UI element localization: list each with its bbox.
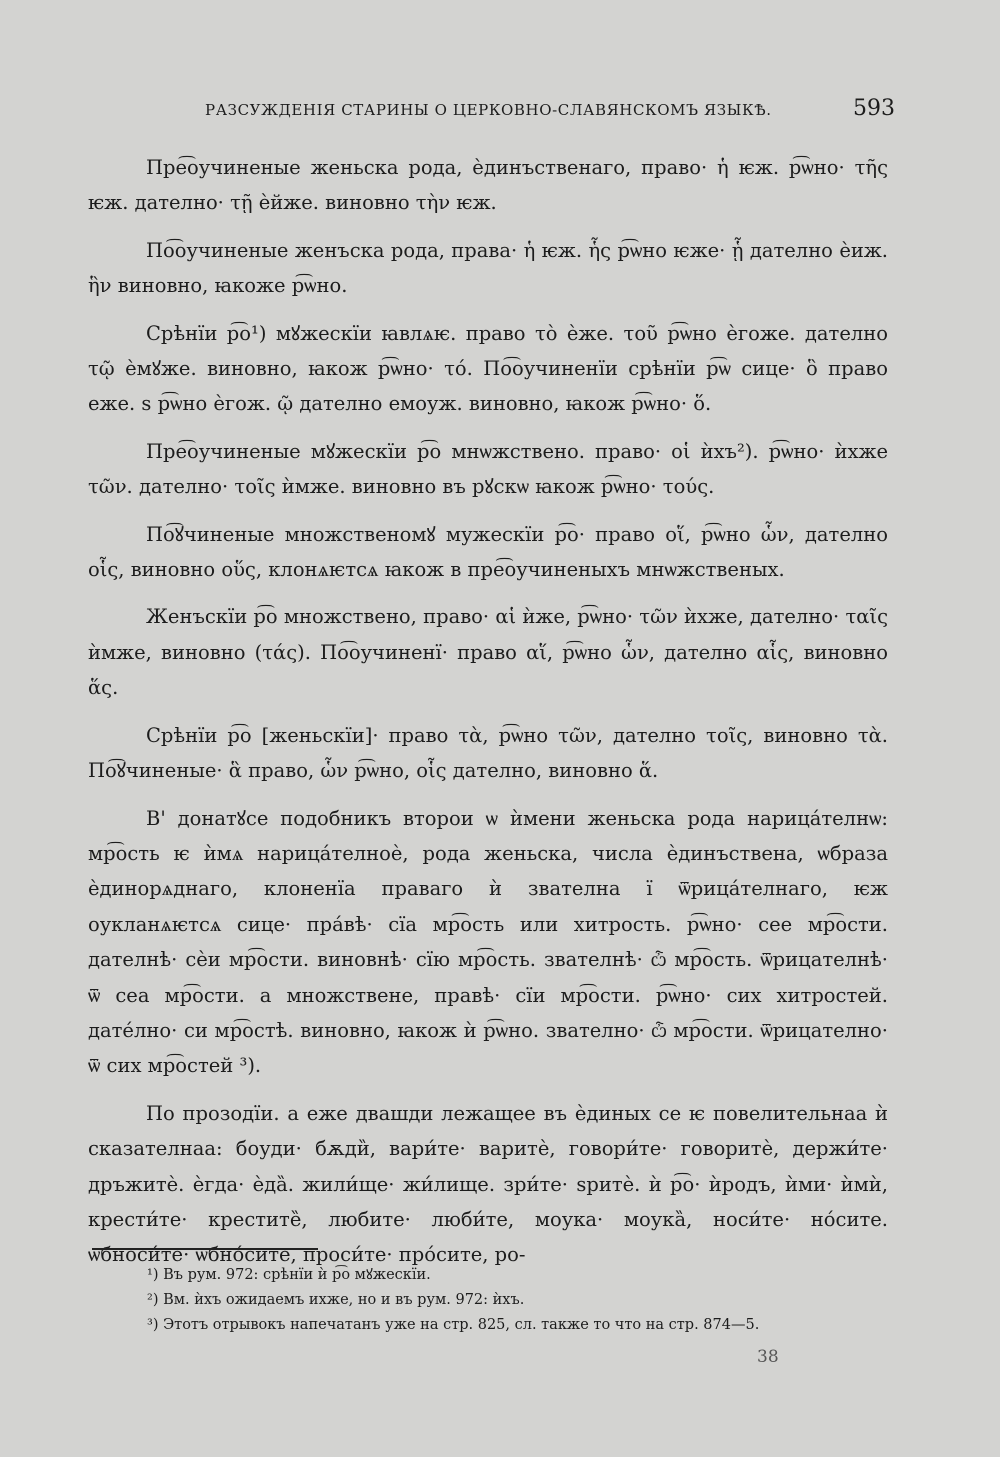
paragraph: Срѣнїи р͡о¹) мꙋжескїи ꙗвлѧѥ. право τὸ ѐже. τοῦ р͡ѡно ѐгоже. дателно τῷ ѐмꙋже. виновно, ꙗкож р͡ѡно· τό. По͡оучиненїи срѣнїи р͡ѡ сице· ὃ право еже. ѕ р͡ѡно ѐгож. ῷ дателно емоуж. виновно, ꙗкож р͡ѡно· ὅ.	[88, 321, 888, 416]
paragraph: Срѣнїи р͡о [женьскїи]· право τὰ, р͡ѡно τῶν, дателно τοῖς, виновно τὰ. По͡ꙋчиненые· ἃ право, ὧν р͡ѡно, οἷς дателно, виновно ἅ.	[88, 723, 888, 783]
paragraph: По прозодїи. а еже двашди лежащее въ ѐдиных се ѥ повелительнаа ѝ сказателнаа: боуди· бѫди̏, вари́те· варитѐ, говори́те· говоритѐ, держи́те· дръжитѐ. ѐгда· ѐда̏. жили́ще· жи́лище. зри́те· ѕритѐ. ѝ р͡о· ѝродъ, ѝми· ѝмѝ, крести́те· крестите̏, любите· люби́те, моука· моука̏, носи́те· но́сите. ѡбноси́те· ѡбно́сите, проси́те· про́сите, ро-	[88, 1101, 888, 1267]
paragraph: Женъскїи р͡о множствено, право· αἱ ѝже, р͡ѡно· τῶν ѝхже, дателно· ταῖς ѝмже, виновно (τάς). По͡оучиненї· право αἵ, р͡ѡно ὧν, дателно αἷς, виновно ἅς.	[88, 605, 888, 700]
footnote-divider	[92, 1248, 318, 1250]
page-header	[205, 96, 895, 121]
paragraph: По͡ꙋчиненые множственомꙋ мужескїи р͡о· право οἵ, р͡ѡно ὧν, дателно οἷς, виновно οὕς, клонѧѥтсѧ ꙗкож в пре͡оучиненыхъ мнѡжственых.	[88, 522, 888, 582]
footnote: ³) Этотъ отрывокъ напечатанъ уже на стр. 825, сл. также то что на стр. 874—5.	[147, 1317, 760, 1333]
main-text	[88, 150, 888, 1285]
footnotes	[147, 1263, 887, 1338]
running-title: РАЗСУЖДЕНІЯ СТАРИНЫ О ЦЕРКОВНО-СЛАВЯНСКОМЪ ЯЗЫКѢ.	[205, 101, 772, 119]
paragraph: По͡оучиненые женъска рода, права· ἡ ѥж. ἧς р͡ѡно ѥже· ᾗ дателно ѐиж. ἣν виновно, ꙗкоже р͡ѡно.	[88, 238, 888, 298]
page-number: 593	[853, 96, 895, 121]
signature-mark: 38	[757, 1347, 779, 1367]
footnote: ¹) Въ рум. 972: срѣнїи ѝ р͡о мꙋжескїи.	[147, 1267, 431, 1283]
footnote: ²) Вм. ѝхъ ожидаемъ ихже, но и въ рум. 972: ѝхъ.	[147, 1292, 525, 1308]
paragraph: Пре͡оучиненые женьска рода, ѐдинъственаго, право· ἡ ѥж. р͡ѡно· τῆς ѥж. дателно· τῇ ѐйже. виновно τὴν ѥж.	[88, 156, 888, 215]
paragraph: Пре͡оучиненые мꙋжескїи р͡о мнѡжствено. право· οἱ ѝхъ²). р͡ѡно· ѝхже τῶν. дателно· τοῖς ѝмже. виновно въ рꙋскѡ ꙗкож р͡ѡно· τούς.	[88, 439, 888, 499]
paragraph: В' донатꙋсе подобникъ вторoи ѡ ѝмени женьска рода нарица́телнѡ: мр͡ость ѥ ѝмѧ нарица́телноѐ, рода женьска, числа ѐдинъствена, ѡбраза ѐдинорѧднаго, клоненїа праваго ѝ звателна ї ѿрица́телнаго, ѥж оукланѧѥтсѧ сице· пра́вѣ· сїа мр͡ость или хитрость. р͡ѡно· сее мр͡ости. дателнѣ· сѐи мр͡ости. виновнѣ· сїю мр͡ость. звателнѣ· ѽ мр͡ость. ѿрицателнѣ· ѿ сеа мр͡ости. а множствене, правѣ· сїи мр͡ости. р͡ѡно· сих хитростей. дате́лно· си мр͡остѣ. виновно, ꙗкож ѝ р͡ѡно. звателно· ѽ мр͡ости. ѿрицателно· ѿ сих мр͡остей ³).	[88, 806, 888, 1078]
